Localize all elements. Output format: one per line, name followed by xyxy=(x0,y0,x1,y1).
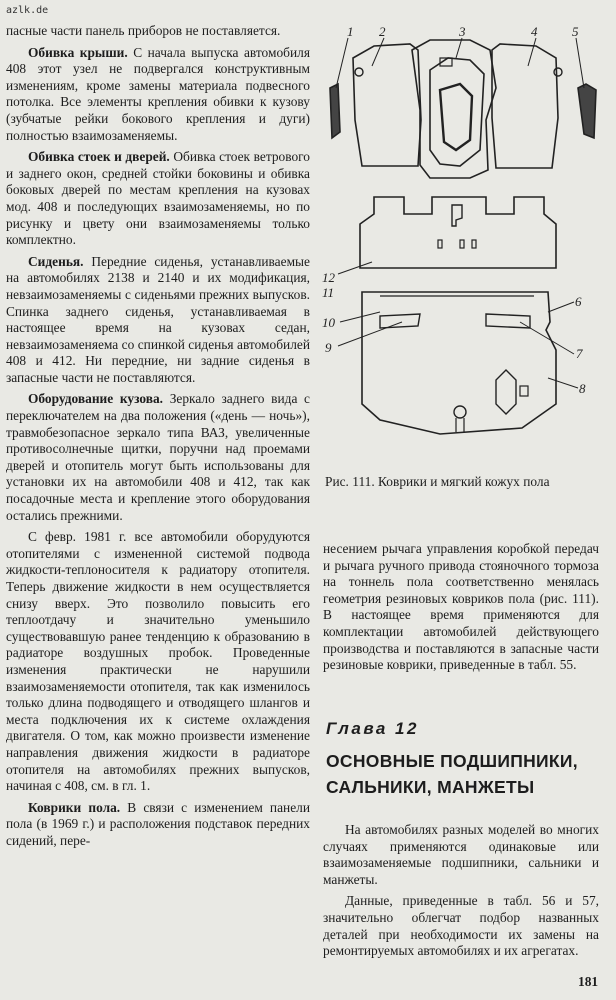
chapter-title-line-2: САЛЬНИКИ, МАНЖЕТЫ xyxy=(326,777,535,797)
chapter-label: Глава 12 xyxy=(326,719,419,738)
watermark: azlk.de xyxy=(6,5,49,16)
chapter-title xyxy=(326,748,612,800)
part-2-front-left-mat xyxy=(353,44,421,166)
label-8: 8 xyxy=(579,381,586,396)
text-pillars-doors: Обивка стоек ветрового и заднего окон, средней стойки боковины и обивка боковых дверей по местам крепления на кузовах мод. 408 и последующих взаимозаменяемы, но по рисунку и цвету они взаимозаменяемы только комплектно. xyxy=(6,149,310,248)
paragraph-heater: С февр. 1981 г. все автомобили оборудуются отопителями с измененной системой подвода жидкости-теплоносителя к радиатору отопителя. Теперь движение жидкости в нем осуществляется снизу вверх. Это позволило повысить его теплоотдачу и значительно уменьшило существовавшую ранее тенденцию к образованию в радиаторе воздушных пробок. Проведенные изменения практически не нарушили взаимозаменяемости отопителя, так как изменилось только длина подводящего и отводящего шлангов и места подключения их к системе охлаждения двигателя. О том, как можно произвести изменение направления движения жидкости в радиаторе отопителя на автомобилях прежних выпусков, начиная с 408, см. в гл. 1. xyxy=(6,529,310,794)
label-9: 9 xyxy=(325,340,332,355)
page-number: 181 xyxy=(578,974,599,989)
floor-mats-figure xyxy=(0,0,616,470)
text-floor-mats: В связи с изменением панели пола (в 1969 г.) и расположения подставок передних сидений, пере- xyxy=(6,799,310,848)
part-3-tunnel-cover xyxy=(412,40,496,178)
label-12: 12 xyxy=(322,270,335,285)
part-9-pad xyxy=(380,314,420,328)
paragraph-dashboard: пасные части панель приборов не поставляется. xyxy=(6,23,281,38)
right-column xyxy=(323,541,599,674)
label-1: 1 xyxy=(347,24,354,39)
chapter-title-line-1: ОСНОВНЫЕ ПОДШИПНИКИ, xyxy=(326,751,578,771)
label-7: 7 xyxy=(576,346,583,361)
label-3: 3 xyxy=(459,24,466,39)
heading-roof-lining: Обивка крыши. xyxy=(28,44,128,60)
label-5: 5 xyxy=(572,24,579,39)
label-4: 4 xyxy=(531,24,538,39)
label-10: 10 xyxy=(322,315,335,330)
heading-floor-mats: Коврики пола. xyxy=(28,799,121,815)
paragraph-floor-mats xyxy=(6,800,310,850)
text-seats: Передние сиденья, устанавливаемые на автомобилях 2138 и 2140 и их модификация, невзаимозаменяемы с сиденьями прежних выпусков. Спинка заднего сиденья, устанавливаемая в настоящее время на кузовах седан, невзаимозаменяема со спинкой сиденья автомобилей 408 и 412. Ни передние, ни задние сиденья в запасные части не поставляются. xyxy=(6,253,310,385)
label-11: 11 xyxy=(322,285,335,300)
tunnel-opening xyxy=(440,84,472,150)
figure-caption: Рис. 111. Коврики и мягкий кожух пола xyxy=(325,474,550,489)
heading-pillars-doors: Обивка стоек и дверей. xyxy=(28,149,170,165)
part-12-rear-mat xyxy=(360,197,556,268)
right-column-chapter-text xyxy=(323,822,599,960)
paragraph-floor-mats-continued: несением рычага управления коробкой передач и рычага ручного привода стояночного тормоза на тоннель пола соответственно менялась геометрия резиновых ковриков пола (рис. 111). В настоящее время применяются для комплектации автомобилей действующего производства и поставляются в запасные части резиновые коврики, приведенные в табл. 55. xyxy=(323,541,599,673)
text-roof-lining: С начала выпуска автомобиля 408 этот узел не подвергался конструктивным изменениям, кроме замены материала подвесного потолка. Все элементы крепления обивки к кузову (зубчатые рейки бокового крепления и дуги) полностью взаимозаменяемы. xyxy=(6,44,310,143)
part-5-right-strip xyxy=(578,84,596,138)
paragraph-tables-reference: Данные, приведенные в табл. 56 и 57, значительно облегчат подбор названных деталей при необходимости их замены на ремонтируемых автомобилях и их агрегатах. xyxy=(323,893,599,959)
mat-hole xyxy=(554,68,562,76)
paragraph-bearings-intro: На автомобилях разных моделей во многих случаях применяются одинаковые или взаимозаменяемые подшипники, сальники и манжеты. xyxy=(323,822,599,887)
mat-hole xyxy=(355,68,363,76)
heading-body-equipment: Оборудование кузова. xyxy=(28,391,164,407)
label-2: 2 xyxy=(379,24,386,39)
part-4-front-right-mat xyxy=(492,44,558,168)
heading-seats: Сиденья. xyxy=(28,253,84,269)
text-body-equipment: Зеркало заднего вида с переключателем на два положения («день — ночь»), травмобезопасное зеркало типа ВАЗ, увеличенные противосолнечные щитки, поручни над проемами дверей и отопитель могут быть использованы для установки их на автомобили 408 и 412, так как посадочные места и крепление этого оборудования остались прежними. xyxy=(6,391,310,523)
part-7-pad xyxy=(486,314,530,328)
part-8-soft-floor-cover xyxy=(362,292,556,434)
part-1-left-strip xyxy=(330,84,340,138)
label-6: 6 xyxy=(575,294,582,309)
